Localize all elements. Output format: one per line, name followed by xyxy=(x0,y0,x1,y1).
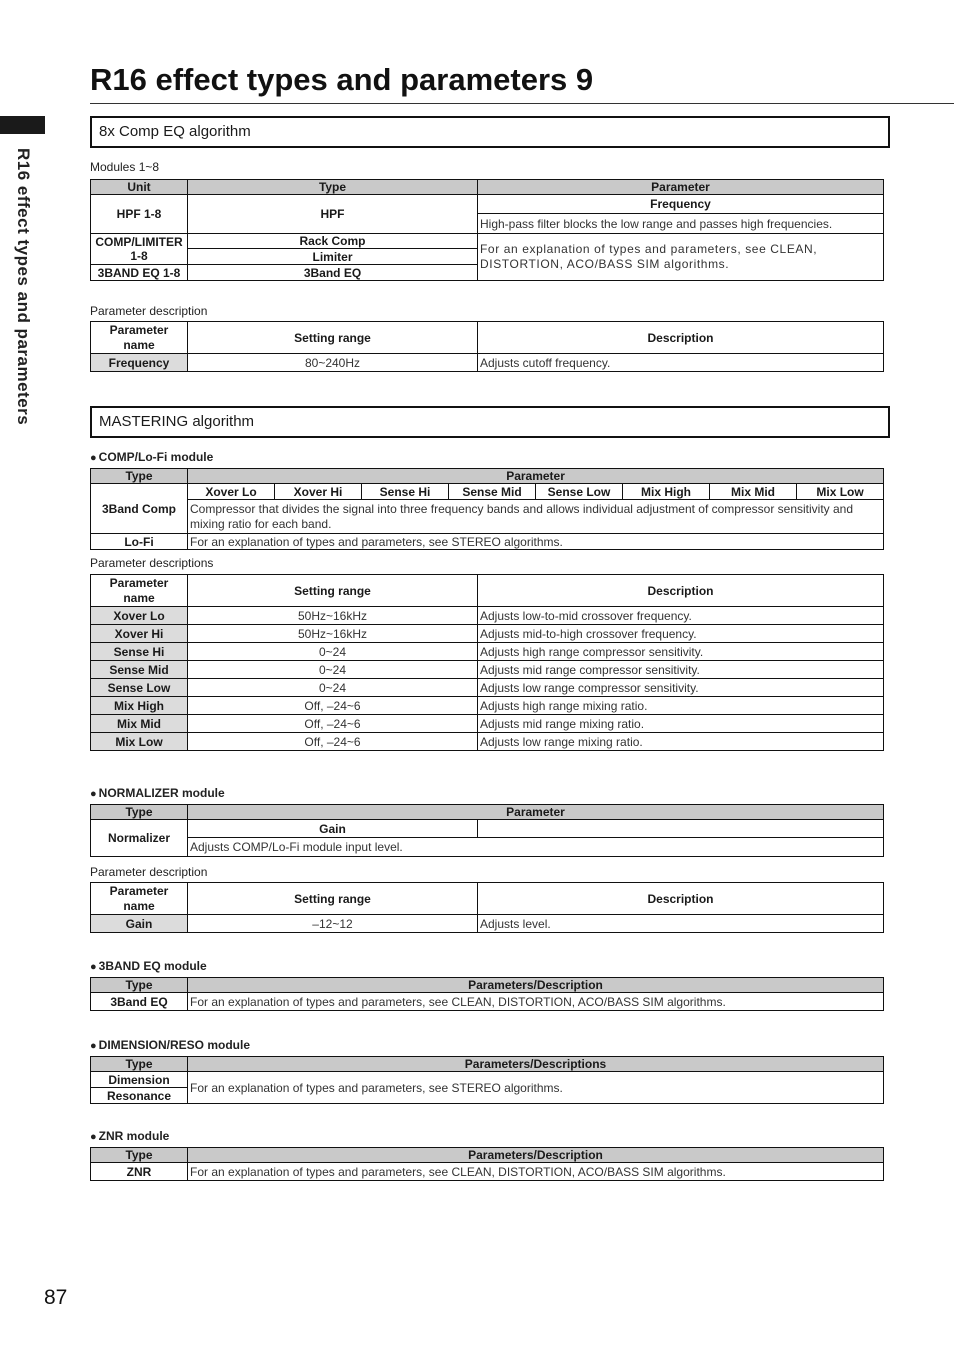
description-header: Description xyxy=(478,883,884,915)
row-range: 0~24 xyxy=(188,661,478,679)
type-3band-comp: 3Band Comp xyxy=(91,484,188,534)
dimension-desc: For an explanation of types and parameters, see STEREO algorithms. xyxy=(188,1072,884,1104)
row-name: Sense Low xyxy=(91,679,188,697)
side-section-label: R16 effect types and parameters xyxy=(14,148,33,426)
rack-comp-type: Rack Comp xyxy=(188,234,478,249)
type-header: Type xyxy=(91,805,188,820)
limiter-type: Limiter xyxy=(188,249,478,265)
mastering-section-title: MASTERING algorithm xyxy=(90,406,890,438)
params-desc-header: Parameters/Descriptions xyxy=(188,1057,884,1072)
row-desc: Adjusts low range compressor sensitivity. xyxy=(478,679,884,697)
shared-desc: For an explanation of types and parameters, see CLEAN, DISTORTION, ACO/BASS SIM algorithms. xyxy=(478,234,884,281)
znr-desc: For an explanation of types and parameters, see CLEAN, DISTORTION, ACO/BASS SIM algorithms. xyxy=(188,1163,884,1181)
params-desc-header: Parameters/Description xyxy=(188,1148,884,1163)
type-header: Type xyxy=(91,978,188,993)
desc-3band-comp: Compressor that divides the signal into three frequency bands and allows individual adjustment of compressor sensitivity and mixing ratio for each band. xyxy=(188,500,884,534)
comp-eq-section-title: 8x Comp EQ algorithm xyxy=(90,116,890,148)
page-title: R16 effect types and parameters 9 xyxy=(90,62,594,97)
normalizer-param-desc-label: Parameter description xyxy=(90,865,208,879)
comp-eq-param-desc-label: Parameter description xyxy=(90,304,208,318)
modules-label: Modules 1~8 xyxy=(90,160,160,174)
param-name-header: Parameter name xyxy=(91,575,188,607)
row-name: Gain xyxy=(91,915,188,933)
row-name: Sense Hi xyxy=(91,643,188,661)
row-desc: Adjusts mid-to-high crossover frequency. xyxy=(478,625,884,643)
row-name: Mix Mid xyxy=(91,715,188,733)
param-frequency-name: Frequency xyxy=(91,354,188,372)
params-desc-header: Parameters/Description xyxy=(188,978,884,993)
type-header: Type xyxy=(91,1057,188,1072)
row-desc: Adjusts high range mixing ratio. xyxy=(478,697,884,715)
comp-lofi-table xyxy=(90,468,884,550)
znr-table xyxy=(90,1147,884,1181)
eq3-label: ● 3BAND EQ module xyxy=(90,959,207,973)
comp-limiter-unit: COMP/LIMITER 1-8 xyxy=(91,234,188,265)
row-range: Off, –24~6 xyxy=(188,697,478,715)
comp-eq-unit-table xyxy=(90,179,884,281)
dimension-label: ● DIMENSION/RESO module xyxy=(90,1038,250,1052)
hpf-unit: HPF 1-8 xyxy=(91,195,188,234)
header-type: Type xyxy=(188,180,478,195)
row-name: Sense Mid xyxy=(91,661,188,679)
row-desc: Adjusts level. xyxy=(478,915,884,933)
param-gain: Gain xyxy=(188,820,478,838)
normalizer-label: ● NORMALIZER module xyxy=(90,786,225,800)
parameter-header: Parameter xyxy=(188,469,884,484)
row-range: 50Hz~16kHz xyxy=(188,607,478,625)
normalizer-param-table xyxy=(90,882,884,933)
hpf-param: Frequency xyxy=(478,195,884,214)
type-znr: ZNR xyxy=(91,1163,188,1181)
empty-param-cell xyxy=(478,820,884,838)
desc-lofi: For an explanation of types and parameters, see STEREO algorithms. xyxy=(188,534,884,550)
type-dimension: Dimension xyxy=(91,1072,188,1088)
param-xover-hi: Xover Hi xyxy=(275,484,362,500)
type-resonance: Resonance xyxy=(91,1088,188,1104)
row-desc: Adjusts low range mixing ratio. xyxy=(478,733,884,751)
row-desc: Adjusts mid range compressor sensitivity. xyxy=(478,661,884,679)
setting-range-header: Setting range xyxy=(188,883,478,915)
eq3-desc: For an explanation of types and parameters, see CLEAN, DISTORTION, ACO/BASS SIM algorithms. xyxy=(188,993,884,1011)
normalizer-table xyxy=(90,804,884,857)
param-sense-low: Sense Low xyxy=(536,484,623,500)
hpf-type: HPF xyxy=(188,195,478,234)
row-range: 0~24 xyxy=(188,679,478,697)
header-unit: Unit xyxy=(91,180,188,195)
row-range: Off, –24~6 xyxy=(188,733,478,751)
type-header: Type xyxy=(91,1148,188,1163)
comp-lofi-param-desc-label: Parameter descriptions xyxy=(90,556,214,570)
param-name-header: Parameter name xyxy=(91,883,188,915)
param-sense-hi: Sense Hi xyxy=(362,484,449,500)
comp-eq-param-table xyxy=(90,321,884,372)
row-range: –12~12 xyxy=(188,915,478,933)
row-name: Mix Low xyxy=(91,733,188,751)
row-range: Off, –24~6 xyxy=(188,715,478,733)
row-desc: Adjusts low-to-mid crossover frequency. xyxy=(478,607,884,625)
param-mix-high: Mix High xyxy=(623,484,710,500)
dimension-table xyxy=(90,1056,884,1104)
parameter-header: Parameter xyxy=(188,805,884,820)
description-header: Description xyxy=(478,322,884,354)
row-desc: Adjusts high range compressor sensitivity. xyxy=(478,643,884,661)
row-desc: Adjusts mid range mixing ratio. xyxy=(478,715,884,733)
row-name: Xover Lo xyxy=(91,607,188,625)
normalizer-desc: Adjusts COMP/Lo-Fi module input level. xyxy=(188,838,884,857)
type-normalizer: Normalizer xyxy=(91,820,188,857)
comp-lofi-label: ● COMP/Lo-Fi module xyxy=(90,450,213,464)
type-header: Type xyxy=(91,469,188,484)
setting-range-header: Setting range xyxy=(188,575,478,607)
row-name: Xover Hi xyxy=(91,625,188,643)
param-sense-mid: Sense Mid xyxy=(449,484,536,500)
param-frequency-range: 80~240Hz xyxy=(188,354,478,372)
comp-lofi-param-table xyxy=(90,574,884,751)
znr-label: ● ZNR module xyxy=(90,1129,169,1143)
row-range: 50Hz~16kHz xyxy=(188,625,478,643)
page-number: 87 xyxy=(44,1286,68,1309)
param-xover-lo: Xover Lo xyxy=(188,484,275,500)
param-frequency-desc: Adjusts cutoff frequency. xyxy=(478,354,884,372)
eq3-table xyxy=(90,977,884,1011)
type-lofi: Lo-Fi xyxy=(91,534,188,550)
hpf-desc: High-pass filter blocks the low range and passes high frequencies. xyxy=(478,214,884,234)
header-parameter: Parameter xyxy=(478,180,884,195)
param-mix-low: Mix Low xyxy=(797,484,884,500)
setting-range-header: Setting range xyxy=(188,322,478,354)
eq-type: 3Band EQ xyxy=(188,265,478,281)
row-range: 0~24 xyxy=(188,643,478,661)
eq-unit: 3BAND EQ 1-8 xyxy=(91,265,188,281)
param-mix-mid: Mix Mid xyxy=(710,484,797,500)
description-header: Description xyxy=(478,575,884,607)
side-tab-marker xyxy=(0,116,45,134)
type-3band-eq: 3Band EQ xyxy=(91,993,188,1011)
param-name-header: Parameter name xyxy=(91,322,188,354)
title-rule xyxy=(90,103,954,104)
row-name: Mix High xyxy=(91,697,188,715)
